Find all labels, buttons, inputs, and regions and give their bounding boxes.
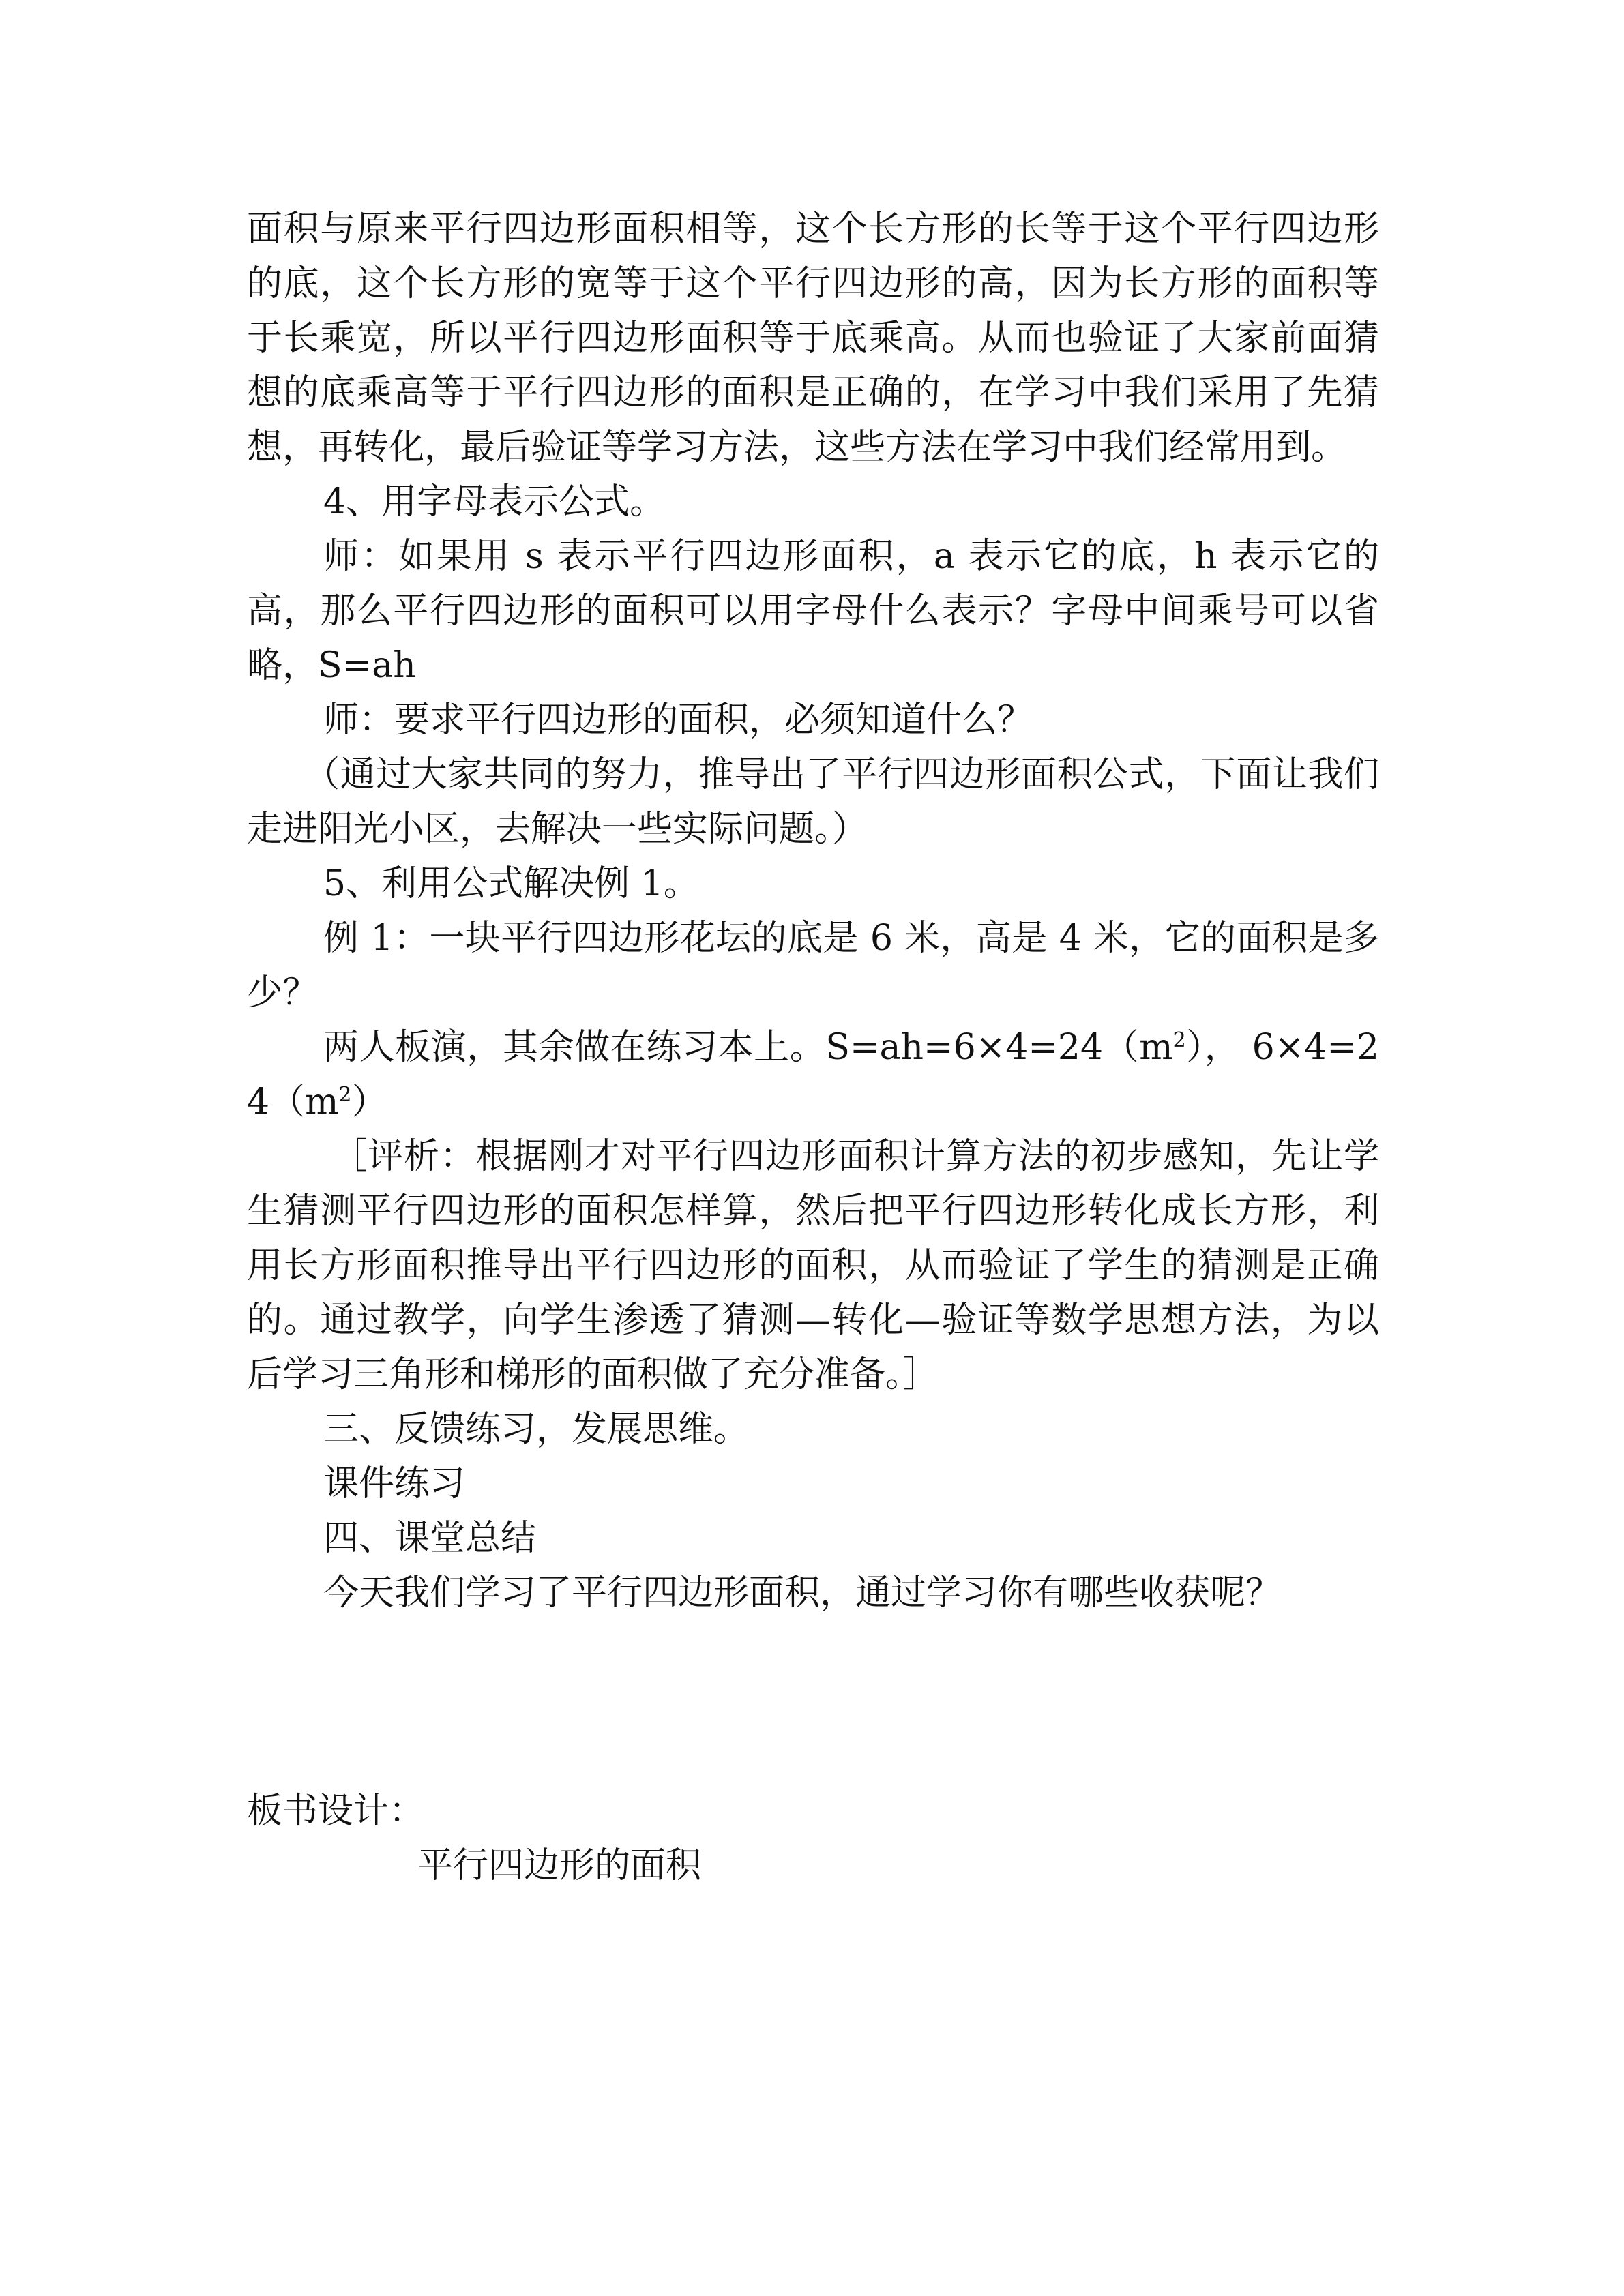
teacher-question-formula: 师：如果用 s 表示平行四边形面积，a 表示它的底，h 表示它的高，那么平行四边形的面积可以用字母什么表示？字母中间乘号可以省略，S=ah xyxy=(247,536,1379,686)
example-1-problem: 例 1：一块平行四边形花坛的底是 6 米，高是 4 米，它的面积是多少？ xyxy=(247,918,1379,1013)
solution-text-c: ） xyxy=(351,1082,387,1122)
section-4-heading: 四、课堂总结 xyxy=(323,1518,537,1559)
superscript-2: 2 xyxy=(1172,1028,1186,1052)
section-3-heading: 三、反馈练习，发展思维。 xyxy=(323,1409,750,1450)
summary-question: 今天我们学习了平行四边形面积，通过学习你有哪些收获呢？ xyxy=(323,1572,1282,1613)
document-body xyxy=(247,202,1379,1893)
example-1-solution xyxy=(247,1020,1379,1129)
solution-text-b: ）， 6×4=24（m xyxy=(247,1027,1379,1122)
board-design-title: 平行四边形的面积 xyxy=(417,1845,702,1886)
courseware-practice: 课件练习 xyxy=(323,1463,466,1504)
teacher-question-requirements: 师：要求平行四边形的面积，必须知道什么？ xyxy=(323,700,1033,741)
step-4-heading: 4、用字母表示公式。 xyxy=(323,481,666,522)
superscript-2: 2 xyxy=(338,1083,352,1107)
board-design-heading: 板书设计： xyxy=(247,1791,425,1832)
spacer xyxy=(247,1620,1379,1784)
solution-text-a: 两人板演，其余做在练习本上。S=ah=6×4=24（m xyxy=(323,1027,1173,1068)
paragraph-conclusion: 面积与原来平行四边形面积相等，这个长方形的长等于这个平行四边形的底，这个长方形的宽等于这个平行四边形的高，因为长方形的面积等于长乘宽，所以平行四边形面积等于底乘高。从而也验证了大家前面猜想的底乘高等于平行四边形的面积是正确的，在学习中我们采用了先猜想，再转化，最后验证等学习方法，这些方法在学习中我们经常用到。 xyxy=(247,209,1379,468)
transition-note: （通过大家共同的努力，推导出了平行四边形面积公式，下面让我们走进阳光小区，去解决一些实际问题。） xyxy=(247,754,1379,850)
step-5-heading: 5、利用公式解决例 1。 xyxy=(323,863,699,904)
commentary-paragraph: ［评析：根据刚才对平行四边形面积计算方法的初步感知，先让学生猜测平行四边形的面积怎样算，然后把平行四边形转化成长方形，利用长方形面积推导出平行四边形的面积，从而验证了学生的猜测是正确的。通过教学，向学生渗透了猜测—转化—验证等数学思想方法，为以后学习三角形和梯形的面积做了充分准备。］ xyxy=(247,1136,1379,1395)
